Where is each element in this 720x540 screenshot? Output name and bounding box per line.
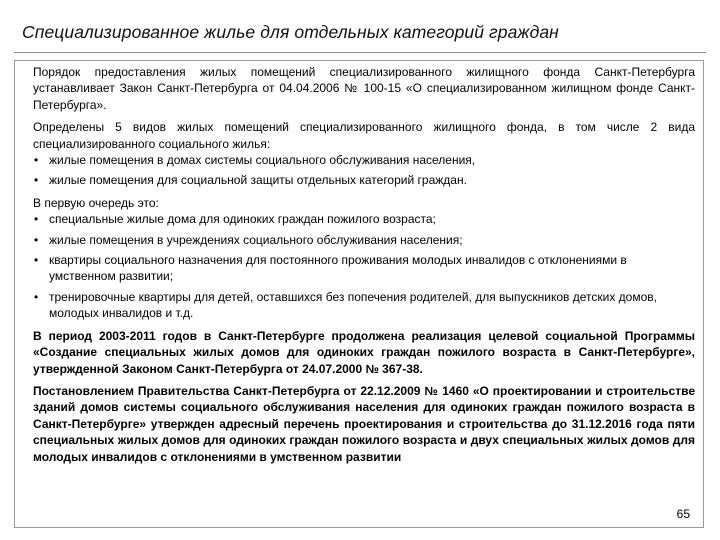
intro-paragraph: Порядок предоставления жилых помещений специализированного жилищного фонда Санкт-Петербурга устанавливает Закон Санкт-Петербурга от 04.04.2006 № 100-15 «О специализированном жилищном фонде Санкт-Петербурга». (33, 65, 695, 112)
priority-lead: В первую очередь это: (33, 195, 159, 210)
types-paragraph: Определены 5 видов жилых помещений специализированного жилищного фонда, в том числе 2 вида специализированного социального жилья: (33, 120, 695, 151)
list-item: • жилые помещения в домах системы социального обслуживания населения, (33, 152, 695, 168)
types-list (33, 152, 695, 189)
title-divider (14, 52, 706, 53)
list-item: • тренировочные квартиры для детей, оставшихся без попечения родителей, для выпускников детских домов, молодых инвалидов и т.д. (33, 289, 695, 322)
list-item: • квартиры социального назначения для постоянного проживания молодых инвалидов с отклонениями в умственном развитии; (33, 252, 695, 285)
slide-title: Специализированное жилье для отдельных категорий граждан (22, 22, 559, 42)
list-item: • жилые помещения в учреждениях социального обслуживания населения; (33, 232, 695, 248)
page-number: 65 (676, 507, 690, 521)
program-paragraph: В период 2003-2011 годов в Санкт-Петербурге продолжена реализация целевой социальной Программы «Создание специальных жилых домов для одиноких граждан пожилого возраста в Санкт-Петербурге», утвержденной Законом Санкт-Петербурга от 24.07.2000 № 367-38. (33, 328, 695, 376)
priority-list (33, 211, 695, 321)
list-item: • жилые помещения для социальной защиты отдельных категорий граждан. (33, 172, 695, 188)
list-item: • специальные жилые дома для одиноких граждан пожилого возраста; (33, 211, 695, 227)
resolution-paragraph: Постановлением Правительства Санкт-Петербурга от 22.12.2009 № 1460 «О проектировании и строительстве зданий домов системы социального обслуживания населения для одиноких граждан пожилого возраста в Санкт-Петербурге» утвержден адресный перечень проектирования и строительства до 31.12.2016 года пяти специальных жилых домов для одиноких граждан пожилого возраста и двух специальных жилых домов для молодых инвалидов с отклонениями в умственном развитии (33, 383, 695, 464)
slide-body (33, 64, 695, 471)
